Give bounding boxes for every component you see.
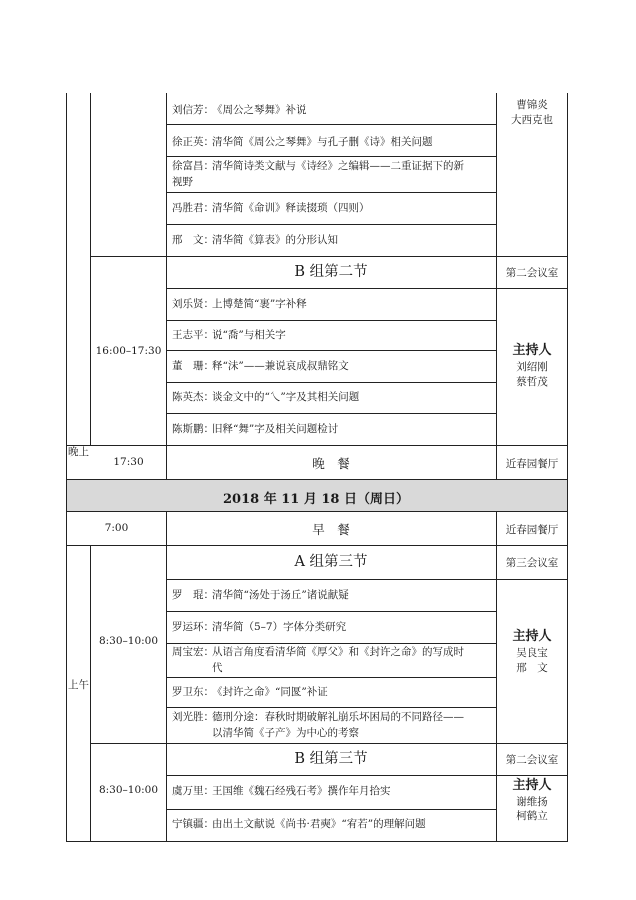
talk-title-cont: 以清华简《子产》为中心的考察 [212, 727, 359, 739]
session-time: 16:00–17:30 [95, 345, 162, 357]
period-label: 晚上 [68, 446, 89, 458]
talk-speaker: 王志平： [172, 329, 214, 341]
chair-name: 曹锦炎 [516, 99, 548, 111]
talk-title: 清华简《算表》的分形认知 [212, 234, 338, 246]
session-chairs [497, 628, 567, 676]
talk-title: 从语言角度看清华简《厚父》和《封许之命》的写成时 [212, 646, 464, 658]
talk-speaker: 罗 琨： [172, 589, 214, 601]
meal-place: 近春园餐厅 [505, 524, 559, 536]
session-chairs [497, 342, 567, 390]
talk-title: 清华简诗类文献与《诗经》之编辑——二重证据下的新 [212, 160, 464, 172]
chair-heading: 主持人 [512, 778, 552, 793]
talk-speaker: 周宝宏： [172, 646, 214, 658]
talk-title: 德刑分途：春秋时期破解礼崩乐坏困局的不同路径—— [212, 711, 464, 723]
talk-title: 旧释“舞”字及相关问题检讨 [212, 423, 339, 435]
talk-title: 释“沬”——兼说哀成叔鼎铭文 [212, 360, 349, 372]
room-label: 第二会议室 [505, 267, 559, 279]
talk-title: 说“喬”与相关字 [212, 329, 286, 341]
room-label: 第二会议室 [505, 754, 559, 766]
talk-title: 清华简“汤处于汤丘”诸说献疑 [212, 589, 349, 601]
talk-speaker: 陈斯鹏： [172, 423, 214, 435]
talk-title: 由出土文献说《尚书·君奭》“宥若”的理解问题 [212, 818, 426, 830]
session-header: B 组第三节 [294, 751, 368, 767]
meal-time: 7:00 [104, 522, 129, 534]
chair-heading: 主持人 [512, 629, 552, 644]
talk-title: 《封许之命》“同匽”补证 [212, 686, 328, 698]
chair-name: 柯鹤立 [516, 810, 548, 822]
meal-place: 近春园餐厅 [505, 458, 559, 470]
chair-name: 刘绍刚 [516, 361, 548, 373]
talk-title: 王国维《魏石经残石考》撰作年月拾实 [212, 785, 391, 797]
talk-speaker: 徐富昌： [172, 160, 214, 172]
talk-speaker: 虞万里： [172, 785, 214, 797]
session-time: 8:30–10:00 [98, 635, 159, 647]
talk-speaker: 罗卫东： [172, 686, 214, 698]
talk-speaker: 刘信芳： [172, 104, 214, 116]
talk-speaker: 徐正英： [172, 136, 214, 148]
room-label: 第三会议室 [505, 557, 559, 569]
chair-name: 邢 文 [516, 662, 548, 674]
talk-speaker: 陈英杰： [172, 391, 214, 403]
talk-speaker: 宁镇疆： [172, 818, 214, 830]
chair-name: 谢维扬 [516, 796, 548, 808]
meal-time: 17:30 [113, 456, 144, 468]
chair-name: 大西克也 [511, 114, 553, 126]
talk-speaker: 冯胜君： [172, 202, 214, 214]
date-header: 2018 年 11 月 18 日（周日） [223, 492, 409, 507]
talk-speaker: 邢 文： [172, 234, 214, 246]
talk-title: 清华简《命训》释读掇琐（四则） [212, 202, 370, 214]
session-chairs [497, 777, 567, 823]
talk-speaker: 董 珊： [172, 360, 214, 372]
session-time: 8:30–10:00 [98, 784, 159, 796]
talk-speaker: 罗运环： [172, 621, 214, 633]
meal-label: 早 餐 [312, 522, 350, 537]
session-header: B 组第二节 [294, 264, 368, 280]
talk-title-cont: 视野 [172, 176, 193, 188]
talk-title: 清华简（5–7）字体分类研究 [212, 621, 347, 633]
talk-title: 清华简《周公之琴舞》与孔子删《诗》相关问题 [212, 136, 433, 148]
talk-title: 《周公之琴舞》补说 [212, 104, 307, 116]
session-header: A 组第三节 [294, 554, 368, 570]
talk-title-cont: 代 [212, 662, 223, 674]
period-label: 上午 [68, 679, 89, 691]
talk-title: 谈金文中的“乀”字及其相关问题 [212, 391, 360, 403]
talk-title: 上博楚简“裹”字补释 [212, 298, 307, 310]
talk-speaker: 刘光胜： [172, 711, 214, 723]
meal-label: 晚 餐 [312, 456, 350, 471]
talk-speaker: 刘乐贤： [172, 298, 214, 310]
chair-name: 蔡哲茂 [516, 376, 548, 388]
chair-heading: 主持人 [512, 343, 552, 358]
top-chairs [497, 98, 567, 128]
chair-name: 吴良宝 [516, 647, 548, 659]
